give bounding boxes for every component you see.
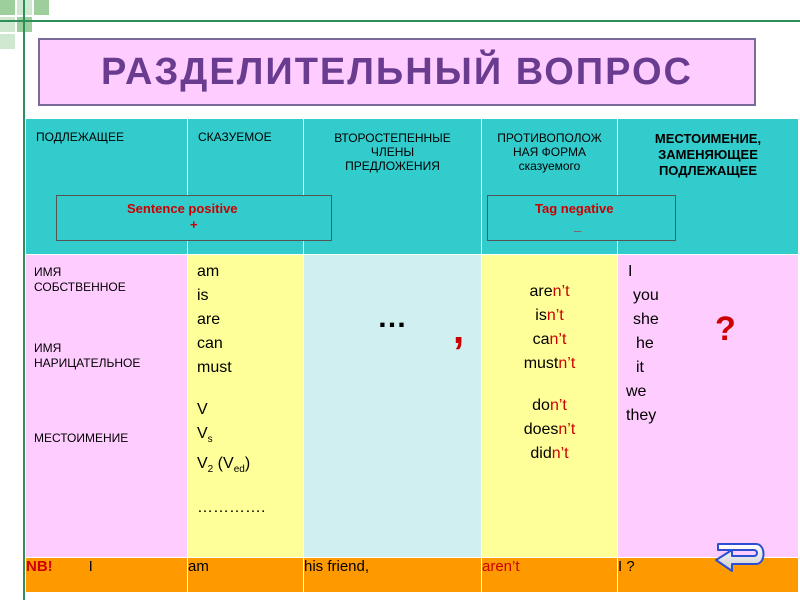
pronoun-item: she: [633, 311, 659, 328]
nb-label: NB!: [26, 558, 53, 575]
pronoun-list: [618, 255, 798, 428]
header-opposite-label: [482, 119, 617, 173]
verb-list: [188, 255, 303, 520]
verb-must: must: [197, 359, 232, 376]
subject-line: СОБСТВЕННОЕ: [34, 280, 126, 294]
negative-item: can’t: [532, 331, 567, 348]
ellipsis-mark: …: [377, 301, 409, 334]
negative-item: didn’t: [530, 445, 569, 462]
negative-item: don’t: [532, 397, 567, 414]
tag-negative-box: [487, 195, 676, 241]
header-opposite-line: сказуемого: [518, 159, 581, 173]
verb-can: can: [197, 335, 223, 352]
pronoun-item: you: [633, 287, 659, 304]
header-pronoun-line: МЕСТОИМЕНИЕ,: [654, 131, 762, 146]
predicate-cell: [188, 255, 304, 558]
page-title: РАЗДЕЛИТЕЛЬНЫЙ ВОПРОС: [38, 38, 756, 106]
secondary-cell: [304, 255, 482, 558]
pronoun-item: he: [636, 335, 654, 352]
header-secondary-line: ЧЛЕНЫ: [370, 145, 415, 159]
nb-row: [26, 558, 799, 593]
body-row: [26, 255, 799, 558]
negative-item: aren’t: [529, 283, 570, 300]
nb-subject-cell: [26, 558, 188, 593]
decor-square: [0, 34, 15, 49]
verb-v2-ved: $V_2$ $(V_{ed})$: [197, 455, 251, 476]
header-pronoun-line: ПОДЛЕЖАЩЕЕ: [658, 163, 758, 178]
verb-v: V: [197, 401, 208, 418]
subject-common-noun: [34, 341, 140, 371]
header-opposite-line: НАЯ ФОРМА: [513, 145, 586, 159]
pronoun-cell: [618, 255, 799, 558]
decor-square: [34, 0, 49, 15]
header-secondary-label: [304, 119, 481, 173]
nb-tag: aren’t: [482, 558, 520, 575]
header-pronoun-line: ЗАМЕНЯЮЩЕЕ: [658, 147, 758, 162]
nb-tag-cell: [482, 558, 618, 593]
plus-sign: +: [190, 217, 198, 232]
decor-square: [0, 0, 15, 15]
nb-verb-cell: [188, 558, 304, 593]
verb-dots: ………….: [197, 499, 266, 517]
tag-negative-label: Tag negative: [535, 201, 614, 216]
negative-item: isn’t: [535, 307, 564, 324]
header-pronoun-label: [618, 119, 798, 179]
verb-vs: $V_s$: [197, 425, 213, 446]
sentence-positive-box: [56, 195, 332, 241]
question-mark: ?: [715, 310, 736, 348]
pronoun-item: it: [636, 359, 644, 376]
nb-pronoun: I ?: [618, 558, 635, 575]
header-secondary-line: ПРЕДЛОЖЕНИЯ: [345, 159, 440, 173]
decor-horizontal-line: [0, 20, 800, 22]
header-predicate-label: СКАЗУЕМОЕ: [198, 130, 272, 144]
sentence-positive-label: Sentence positive: [127, 201, 238, 216]
subject-cell: [26, 255, 188, 558]
verb-are: are: [197, 311, 221, 328]
tag-question-table: [25, 118, 799, 593]
subject-line: ИМЯ: [34, 341, 62, 355]
subject-proper-noun: [34, 265, 126, 295]
header-secondary-line: ВТОРОСТЕПЕННЫЕ: [334, 131, 451, 145]
verb-am: am: [197, 263, 220, 280]
nb-subject: I: [88, 558, 93, 575]
header-subject-label: ПОДЛЕЖАЩЕЕ: [36, 130, 125, 144]
subject-line: ИМЯ: [34, 265, 62, 279]
negative-item: mustn’t: [523, 355, 576, 372]
subject-line: НАРИЦАТЕЛЬНОЕ: [34, 356, 141, 370]
nb-secondary-cell: [304, 558, 482, 593]
negative-item: doesn’t: [523, 421, 576, 438]
subject-list: [26, 255, 187, 545]
nb-pronoun-cell: [618, 558, 799, 593]
pronoun-item: I: [628, 263, 633, 280]
header-opposite-line: ПРОТИВОПОЛОЖ: [497, 131, 602, 145]
nb-secondary: his friend,: [304, 558, 370, 575]
negative-list: [482, 255, 617, 466]
negative-cell: [482, 255, 618, 558]
minus-sign: _: [574, 218, 582, 233]
pronoun-item: they: [626, 407, 657, 424]
comma-mark: ,: [453, 308, 465, 352]
return-arrow-icon: [712, 538, 770, 576]
pronoun-item: we: [626, 383, 647, 400]
verb-is: is: [197, 287, 209, 304]
subject-pronoun: МЕСТОИМЕНИЕ: [34, 431, 129, 445]
return-arrow-button[interactable]: [712, 538, 770, 576]
nb-verb: am: [188, 558, 209, 575]
